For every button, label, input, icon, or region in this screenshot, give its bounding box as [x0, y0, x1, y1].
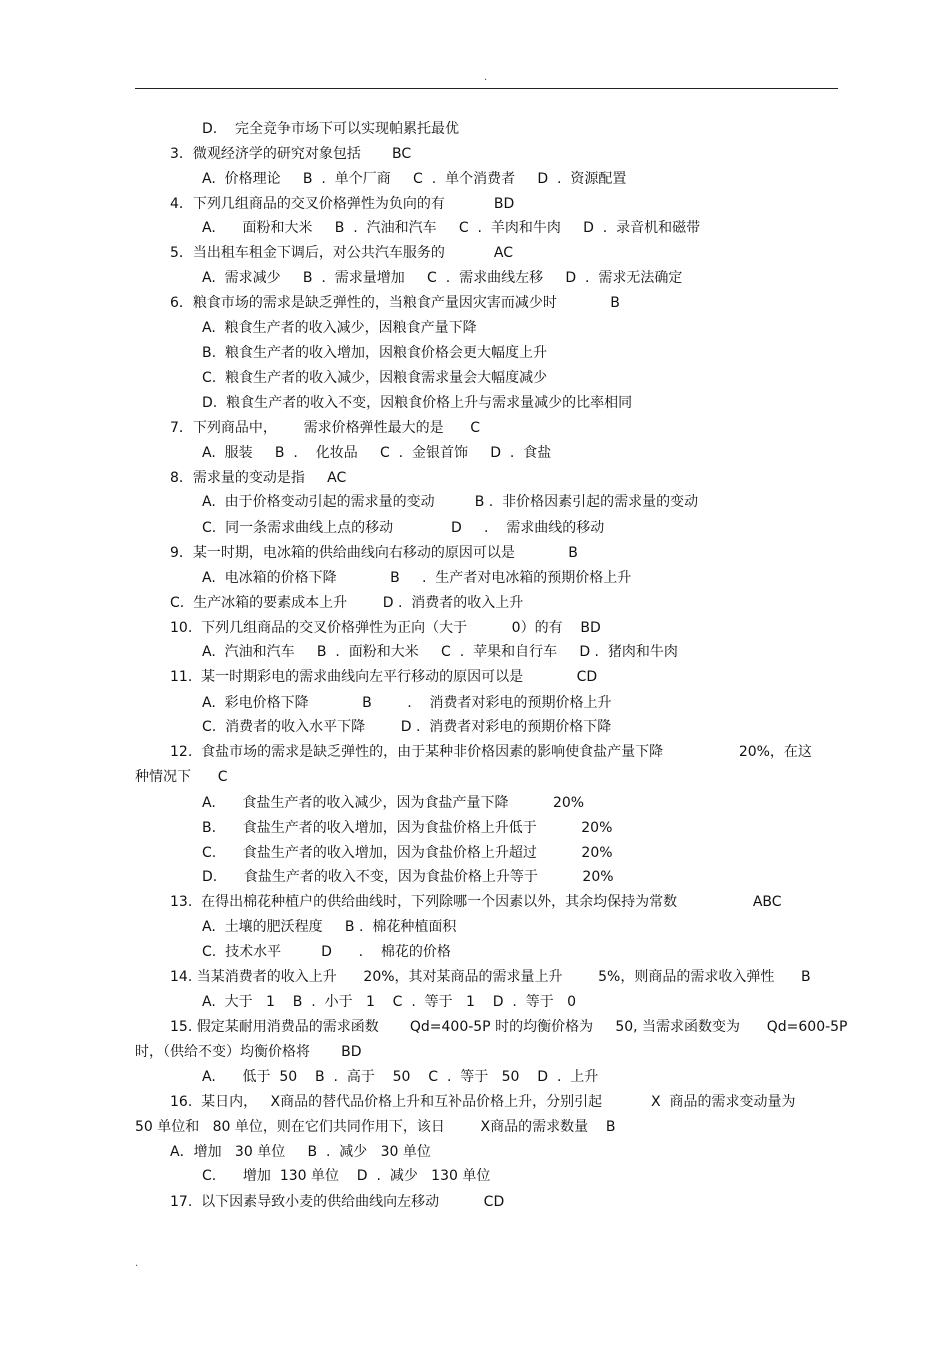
option-line: A. 大于 1 B . 小于 1 C . 等于 1 D . 等于 0	[202, 994, 577, 1010]
question-line: 17. 以下因素导致小麦的供给曲线向左移动 CD	[170, 1194, 505, 1210]
option-line: C. 消费者的收入水平下降 D . 消费者对彩电的预期价格下降	[202, 719, 612, 735]
option-line: C. 同一条需求曲线上点的移动 D . 需求曲线的移动	[202, 520, 605, 536]
option-line: A. 由于价格变动引起的需求量的变动 B . 非价格因素引起的需求量的变动	[202, 494, 699, 510]
option-line: C. 技术水平 D . 棉花的价格	[202, 944, 451, 960]
option-line: D. 完全竞争市场下可以实现帕累托最优	[202, 121, 460, 137]
question-line: 12. 食盐市场的需求是缺乏弹性的，由于某种非价格因素的影响使食盐产量下降 20%，在这	[170, 744, 812, 760]
question-line: 7．下列商品中， 需求价格弹性最大的是 C	[170, 420, 481, 436]
question-line: 8．需求量的变动是指 AC	[170, 470, 347, 486]
question-line-continued: 50 单位和 80 单位，则在它们共同作用下，该日 X商品的需求数量 B	[135, 1119, 616, 1135]
question-line: 9．某一时期，电冰箱的供给曲线向右移动的原因可以是 B	[170, 545, 578, 561]
option-line: B. 食盐生产者的收入增加，因为食盐价格上升低于 20%	[202, 820, 613, 836]
option-line: C. 生产冰箱的要素成本上升 D . 消费者的收入上升	[170, 595, 524, 611]
option-line: A. 彩电价格下降 B . 消费者对彩电的预期价格上升	[202, 695, 612, 711]
option-line: C. 增加 130 单位 D . 减少 130 单位	[202, 1168, 491, 1184]
question-line-continued: 时，（供给不变）均衡价格将 BD	[135, 1044, 362, 1060]
question-line: 11. 某一时期彩电的需求曲线向左平行移动的原因可以是 CD	[170, 669, 598, 685]
option-line: C. 粮食生产者的收入减少，因粮食需求量会大幅度减少	[202, 370, 548, 386]
question-line-continued: 种情况下 C	[135, 769, 228, 785]
option-line: D. 食盐生产者的收入不变，因为食盐价格上升等于 20%	[202, 869, 614, 885]
option-line: A. 汽油和汽车 B . 面粉和大米 C . 苹果和自行车 D . 猪肉和牛肉	[202, 644, 678, 660]
option-line: A. 粮食生产者的收入减少，因粮食产量下降	[202, 320, 477, 336]
option-line: A. 低于 50 B . 高于 50 C . 等于 50 D . 上升	[202, 1069, 599, 1085]
option-line: A. 价格理论 B . 单个厂商 C . 单个消费者 D . 资源配置	[202, 171, 627, 187]
option-line: A．增加 30 单位 B . 减少 30 单位	[170, 1144, 431, 1160]
header-dot: .	[484, 72, 488, 83]
option-line: A. 面粉和大米 B . 汽油和汽车 C . 羊肉和牛肉 D . 录音机和磁带	[202, 220, 701, 236]
option-line: A. 需求减少 B . 需求量增加 C . 需求曲线左移 D . 需求无法确定	[202, 270, 683, 286]
option-line: A. 食盐生产者的收入减少，因为食盐产量下降 20%	[202, 795, 585, 811]
question-line: 10. 下列几组商品的交叉价格弹性为正向（大于 0）的有 BD	[170, 620, 601, 636]
question-line: 3．微观经济学的研究对象包括 BC	[170, 146, 412, 162]
question-line: 14. 当某消费者的收入上升 20%，其对某商品的需求量上升 5%，则商品的需求收入弹性 B	[170, 969, 811, 985]
question-line: 16. 某日内， X商品的替代品价格上升和互补品价格上升，分别引起 X 商品的需求变动量为	[170, 1094, 796, 1110]
option-line: A. 电冰箱的价格下降 B . 生产者对电冰箱的预期价格上升	[202, 570, 632, 586]
question-line: 4．下列几组商品的交叉价格弹性为负向的有 BD	[170, 196, 515, 212]
header-rule	[135, 88, 838, 89]
option-line: C. 食盐生产者的收入增加，因为食盐价格上升超过 20%	[202, 845, 613, 861]
option-line: A. 服装 B . 化妆品 C . 金银首饰 D . 食盐	[202, 445, 552, 461]
option-line: B. 粮食生产者的收入增加，因粮食价格会更大幅度上升	[202, 345, 547, 361]
option-line: D. 粮食生产者的收入不变，因粮食价格上升与需求量减少的比率相同	[202, 395, 633, 411]
option-line: A. 土壤的肥沃程度 B . 棉花种植面积	[202, 919, 457, 935]
question-line: 5．当出租车租金下调后，对公共汽车服务的 AC	[170, 245, 513, 261]
footer-dot: .	[135, 1258, 139, 1269]
question-line: 13. 在得出棉花种植户的供给曲线时，下列除哪一个因素以外，其余均保持为常数 ABC	[170, 894, 782, 910]
question-line: 6．粮食市场的需求是缺乏弹性的，当粮食产量因灾害而减少时 B	[170, 295, 620, 311]
question-line: 15. 假定某耐用消费品的需求函数 Qd=400-5P 时的均衡价格为 50, 当需求函数变为 Qd=600-5P	[170, 1019, 848, 1035]
